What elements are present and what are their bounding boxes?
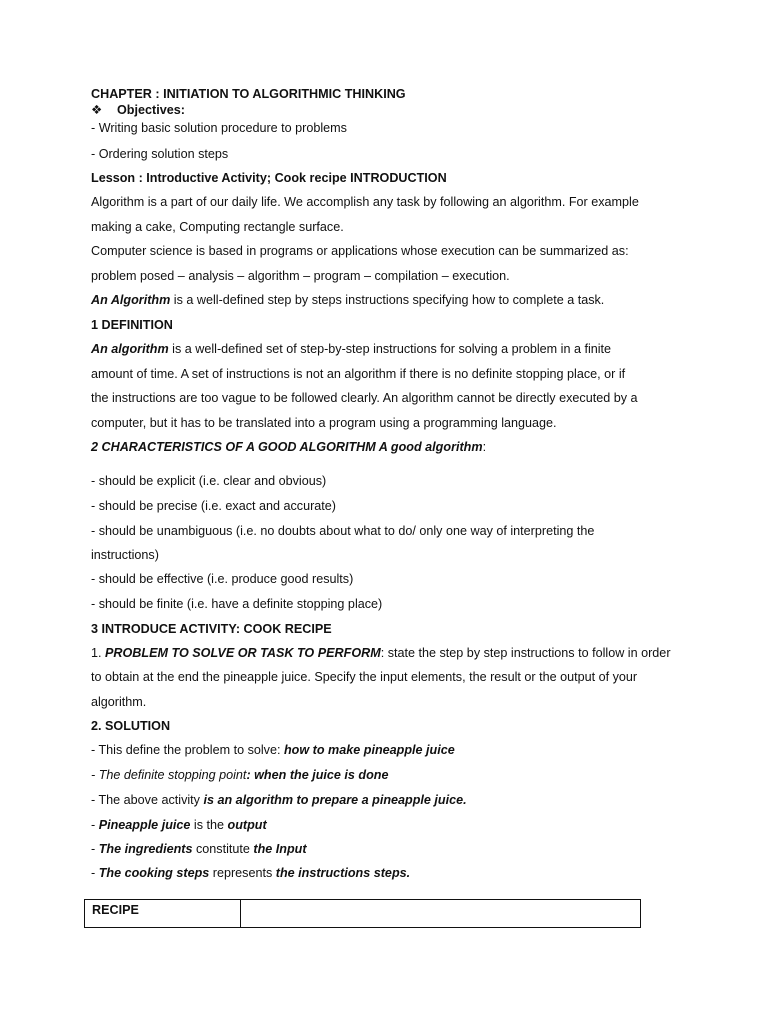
intro-line: Computer science is based in programs or applications whose execution can be summarized as: [91, 244, 629, 258]
section-heading-characteristics [91, 439, 486, 455]
solution-emphasis: how to make pineapple juice [283, 743, 455, 757]
activity-line [91, 645, 671, 661]
objective-item: - Writing basic solution procedure to problems [91, 121, 347, 135]
table-row [85, 900, 641, 928]
characteristic-item: - should be explicit (i.e. clear and obvious) [91, 474, 327, 488]
characteristic-item: - should be effective (i.e. produce good results) [91, 572, 354, 586]
section-heading-activity: 3 INTRODUCE ACTIVITY: COOK RECIPE [91, 622, 332, 636]
recipe-table [84, 899, 641, 928]
solution-emphasis: output [227, 818, 267, 832]
solution-emphasis: Pineapple juice [98, 818, 191, 832]
lesson-title: Lesson : Introductive Activity; Cook recipe INTRODUCTION [91, 171, 447, 185]
solution-line [91, 817, 267, 833]
intro-line: Algorithm is a part of our daily life. We accomplish any task by following an algorithm. For example [91, 195, 639, 209]
solution-text: is the [190, 818, 228, 832]
term-algorithm: An Algorithm [91, 293, 171, 307]
solution-text: - The definite stopping point [91, 768, 247, 782]
problem-label: PROBLEM TO SOLVE OR TASK TO PERFORM [105, 646, 381, 660]
solution-text: - [91, 866, 99, 880]
diamond-bullet-icon: ❖ [91, 103, 103, 117]
characteristics-colon: : [482, 440, 487, 454]
definition-line: computer, but it has to be translated into a program using a programming language. [91, 416, 557, 430]
definition-line [91, 341, 611, 357]
intro-definition-line [91, 292, 604, 308]
characteristic-item: - should be finite (i.e. have a definite stopping place) [91, 597, 383, 611]
solution-emphasis: The cooking steps [98, 866, 210, 880]
solution-emphasis: The ingredients [98, 842, 193, 856]
characteristics-heading-text: 2 CHARACTERISTICS OF A GOOD ALGORITHM A good algorithm [91, 440, 483, 454]
solution-line [91, 767, 389, 783]
solution-line [91, 742, 455, 758]
section-heading-definition: 1 DEFINITION [91, 318, 173, 332]
solution-line [91, 841, 307, 857]
chapter-title: CHAPTER : INITIATION TO ALGORITHMIC THINKING [91, 87, 406, 101]
activity-line: algorithm. [91, 695, 147, 709]
solution-text: - [91, 842, 99, 856]
section-heading-solution: 2. SOLUTION [91, 719, 171, 733]
objectives-heading-line [91, 102, 185, 118]
recipe-label-cell: RECIPE [85, 900, 241, 928]
solution-line [91, 865, 410, 881]
intro-definition-text: is a well-defined step by steps instructions specifying how to complete a task. [170, 293, 605, 307]
characteristic-item: - should be unambiguous (i.e. no doubts about what to do/ only one way of interpreting the [91, 524, 595, 538]
intro-line: problem posed – analysis – algorithm – program – compilation – execution. [91, 269, 510, 283]
objective-item: - Ordering solution steps [91, 147, 229, 161]
solution-line [91, 792, 467, 808]
solution-text: constitute [192, 842, 254, 856]
definition-line: the instructions are too vague to be followed clearly. An algorithm cannot be directly executed by a [91, 391, 638, 405]
solution-emphasis: the Input [253, 842, 307, 856]
definition-text: is a well-defined set of step-by-step instructions for solving a problem in a finite [168, 342, 612, 356]
characteristic-item: instructions) [91, 548, 159, 562]
definition-line: amount of time. A set of instructions is not an algorithm if there is no definite stopping place, or if [91, 367, 626, 381]
activity-number: 1. [91, 646, 106, 660]
term-algorithm: An algorithm [91, 342, 169, 356]
solution-text: represents [209, 866, 276, 880]
solution-emphasis: is an algorithm to prepare a pineapple juice. [203, 793, 467, 807]
intro-line: making a cake, Computing rectangle surface. [91, 220, 344, 234]
solution-text: - This define the problem to solve: [91, 743, 284, 757]
solution-emphasis: the instructions steps. [275, 866, 411, 880]
solution-text: - [91, 818, 99, 832]
objectives-heading: Objectives: [117, 103, 185, 117]
solution-text: - The above activity [91, 793, 204, 807]
solution-emphasis: : when the juice is done [246, 768, 389, 782]
characteristic-item: - should be precise (i.e. exact and accurate) [91, 499, 337, 513]
recipe-value-cell [241, 900, 641, 928]
problem-text: : state the step by step instructions to follow in order [380, 646, 671, 660]
activity-line: to obtain at the end the pineapple juice. Specify the input elements, the result or the output of your [91, 670, 638, 684]
